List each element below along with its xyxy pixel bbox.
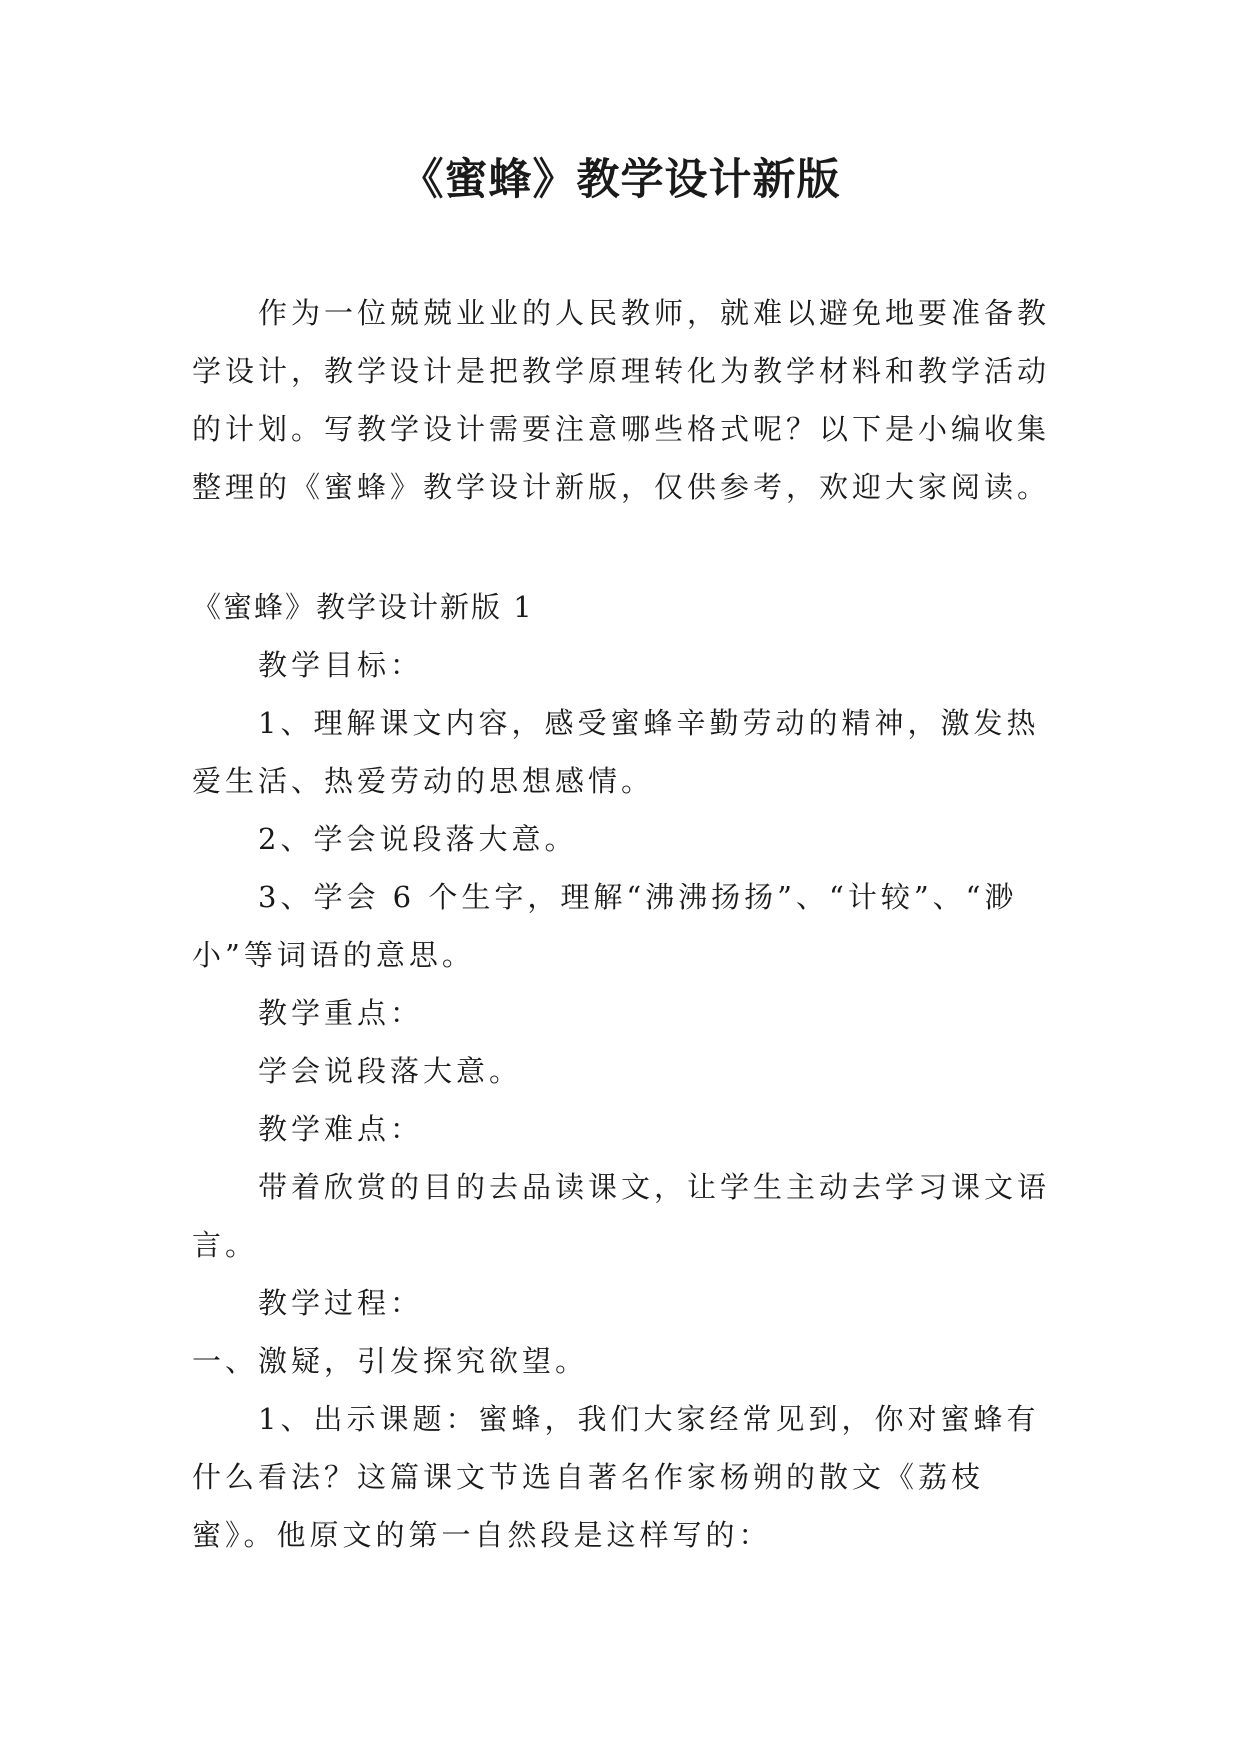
goal-item-2: 2、学会说段落大意。 [258, 822, 578, 856]
goal-item-1: 1、理解课文内容，感受蜜蜂辛勤劳动的精神，激发热爱生活、热爱劳动的思想感情。 [192, 706, 1040, 798]
key-point-label: 教学重点： [258, 996, 424, 1030]
intro-paragraph: 作为一位兢兢业业的人民教师，就难以避免地要准备教学设计，教学设计是把教学原理转化为教学材料和教学活动的计划。写教学设计需要注意哪些格式呢？以下是小编收集整理的《蜜蜂》教学设计新版，仅供参考，欢迎大家阅读。 [192, 296, 1051, 504]
document-title: 《蜜蜂》教学设计新版 [400, 155, 841, 205]
section-heading: 《蜜蜂》教学设计新版 1 [192, 590, 534, 624]
process-label: 教学过程： [258, 1286, 424, 1320]
step-1-title: 一、激疑，引发探究欲望。 [192, 1344, 589, 1378]
goals-label: 教学目标： [258, 648, 424, 682]
difficulty-text: 带着欣赏的目的去品读课文，让学生主动去学习课文语言。 [192, 1170, 1051, 1262]
step-1-item-1: 1、出示课题：蜜蜂，我们大家经常见到，你对蜜蜂有什么看法？这篇课文节选自著名作家杨朔的散文《荔枝蜜》。他原文的第一自然段是这样写的： [192, 1402, 1040, 1552]
section-1 [192, 578, 1057, 1564]
goal-item-3: 3、学会 6 个生字，理解“沸沸扬扬”、“计较”、“渺小”等词语的意思。 [192, 880, 1018, 972]
key-point-text: 学会说段落大意。 [258, 1054, 523, 1088]
difficulty-label: 教学难点： [258, 1112, 424, 1146]
